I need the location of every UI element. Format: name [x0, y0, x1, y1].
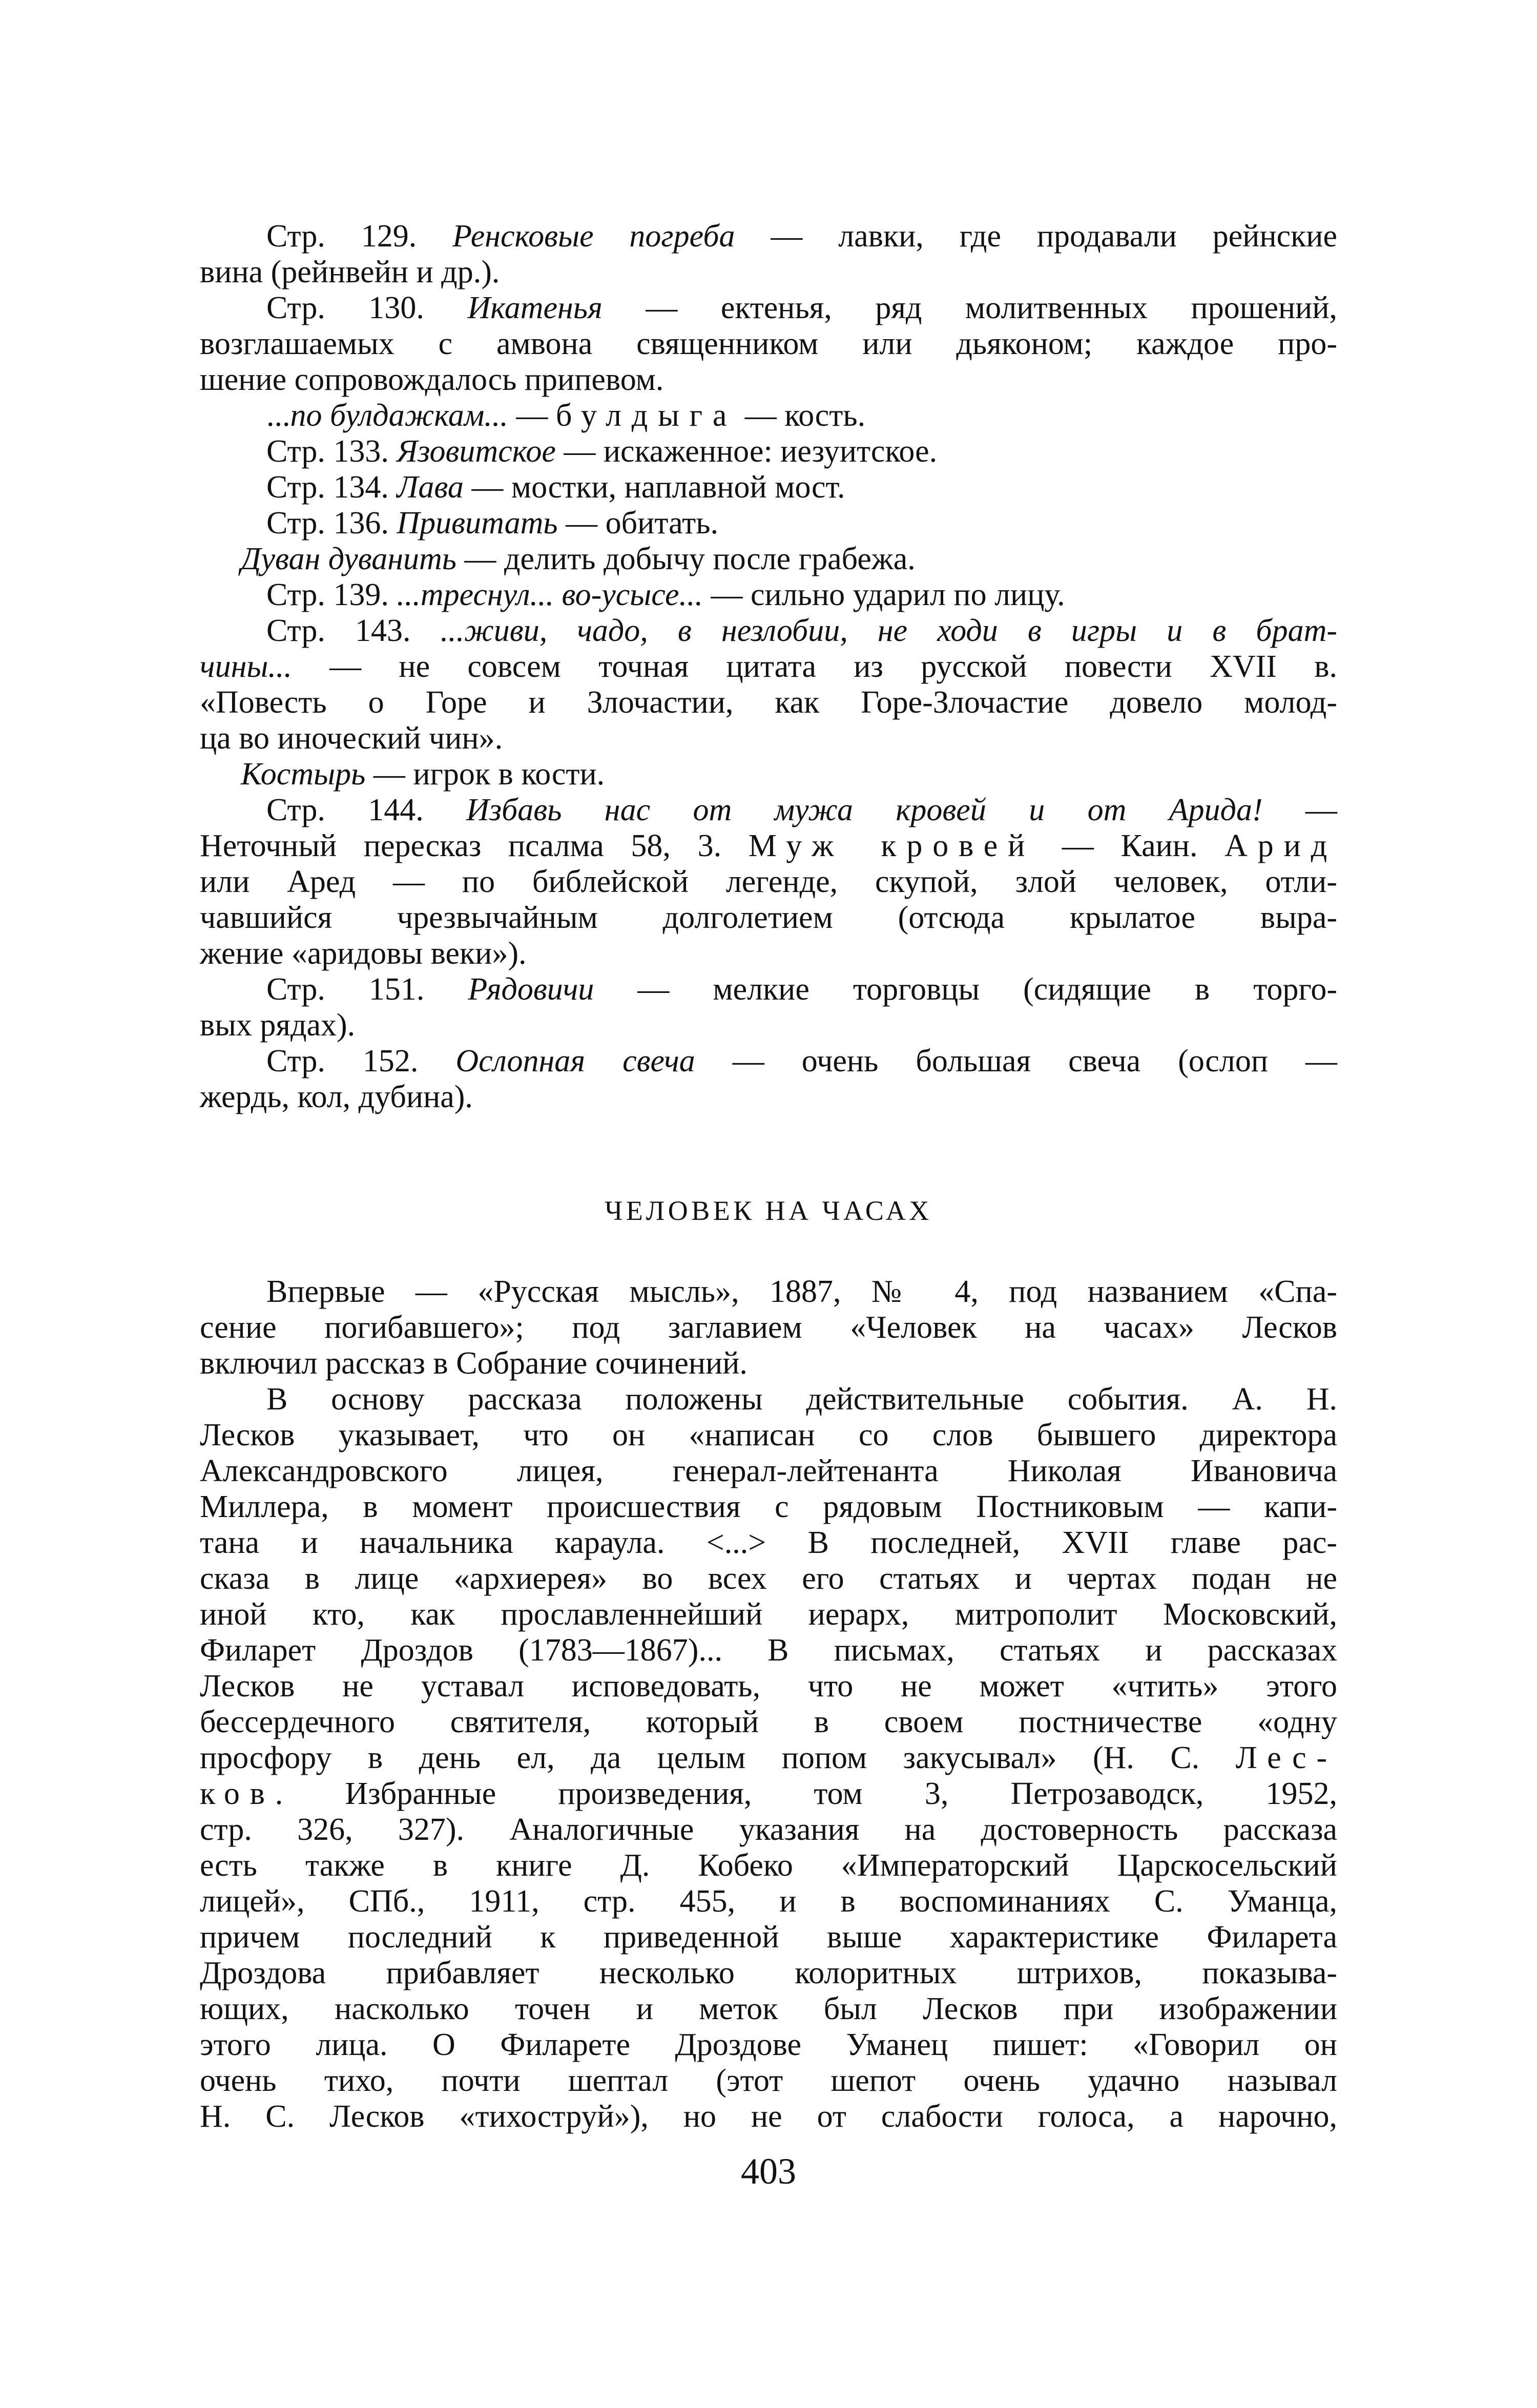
note-line: Неточный пересказ псалма 58, 3. Муж кровей — Каин. Арид	[200, 828, 1337, 863]
body-line: сение погибавшего»; под заглавием «Человек на часах» Лесков	[200, 1310, 1337, 1345]
body-line: ющих, насколько точен и меток был Лесков при изображении	[200, 1991, 1337, 2026]
body-line: иной кто, как прославленнейший иерарх, митрополит Московский,	[200, 1597, 1337, 1632]
note-line: Стр. 143. ...живи, чадо, в незлобии, не ходи в игры и в брат-	[266, 613, 1337, 648]
body-line: есть также в книге Д. Кобеко «Императорский Царскосельский	[200, 1848, 1337, 1883]
body-line: Миллера, в момент происшествия с рядовым Постниковым — капи-	[200, 1489, 1337, 1524]
note-line: шение сопровождалось припевом.	[200, 362, 664, 397]
body-line: Филарет Дроздов (1783—1867)... В письмах, статьях и рассказах	[200, 1633, 1337, 1668]
note-line: Стр. 133. Язовитское — искаженное: иезуитское.	[266, 434, 938, 469]
note-line: возглашаемых с амвона священником или дьяконом; каждое про-	[200, 326, 1337, 361]
note-line: Стр. 136. Привитать — обитать.	[266, 506, 718, 541]
body-line: причем последний к приведенной выше характеристике Филарета	[200, 1920, 1337, 1955]
note-line: чины... — не совсем точная цитата из русской повести XVII в.	[200, 649, 1337, 684]
body-line: Дроздова прибавляет несколько колоритных штрихов, показыва-	[200, 1956, 1337, 1990]
note-line: Стр. 152. Ослопная свеча — очень большая свеча (ослоп —	[266, 1044, 1338, 1078]
note-line: ...по булдажкам... — булдыга — кость.	[266, 398, 866, 433]
note-line: Стр. 130. Икатенья — ектенья, ряд молитвенных прошений,	[266, 290, 1338, 325]
body-line: просфору в день ел, да целым попом закусывал» (Н. С. Лес-	[200, 1740, 1337, 1775]
note-line: Костырь — игрок в кости.	[241, 757, 605, 792]
body-line: лицей», СПб., 1911, стр. 455, и в воспоминаниях С. Уманца,	[200, 1884, 1337, 1919]
body-line: стр. 326, 327). Аналогичные указания на достоверность рассказа	[200, 1812, 1337, 1847]
body-line: этого лица. О Филарете Дроздове Уманец пишет: «Говорил он	[200, 2027, 1337, 2062]
note-line: или Аред — по библейской легенде, скупой, злой человек, отли-	[200, 864, 1337, 899]
note-line: чавшийся чрезвычайным долголетием (отсюда крылатое выра-	[200, 900, 1337, 935]
note-line: жердь, кол, дубина).	[200, 1080, 473, 1114]
body-line: включил рассказ в Собрание сочинений.	[200, 1346, 747, 1381]
body-line: Впервые — «Русская мысль», 1887, № 4, под названием «Спа-	[266, 1274, 1337, 1309]
section-heading: ЧЕЛОВЕК НА ЧАСАХ	[605, 1195, 932, 1226]
body-line: Александровского лицея, генерал-лейтенанта Николая Ивановича	[200, 1454, 1337, 1488]
note-line: Стр. 129. Ренсковые погреба — лавки, где продавали рейнские	[266, 219, 1338, 254]
note-line: вых рядах).	[200, 1008, 356, 1043]
note-line: вина (рейнвейн и др.).	[200, 255, 500, 289]
note-line: Дуван дуванить — делить добычу после грабежа.	[241, 542, 916, 576]
note-line: Стр. 144. Избавь нас от мужа кровей и от Арида! —	[266, 793, 1338, 827]
body-line: ков. Избранные произведения, том 3, Петрозаводск, 1952,	[200, 1776, 1337, 1811]
body-line: очень тихо, почти шептал (этот шепот очень удачно называл	[200, 2063, 1337, 2098]
note-line: Стр. 151. Рядовичи — мелкие торговцы (сидящие в торго-	[266, 972, 1337, 1007]
body-line: тана и начальника караула. <...> В последней, XVII главе рас-	[200, 1525, 1337, 1560]
body-line: Лесков не уставал исповедовать, что не может «чтить» этого	[200, 1669, 1337, 1704]
body-line: Лесков указывает, что он «написан со слов бывшего директора	[200, 1418, 1337, 1452]
body-line: Н. С. Лесков «тихоструй»), но не от слабости голоса, а нарочно,	[200, 2099, 1337, 2134]
note-line: жение «аридовы веки»).	[200, 936, 527, 971]
body-line: сказа в лице «архиерея» во всех его статьях и чертах подан не	[200, 1561, 1337, 1596]
note-line: «Повесть о Горе и Злочастии, как Горе-Злочастие довело молод-	[200, 685, 1337, 720]
body-line: В основу рассказа положены действительные события. А. Н.	[266, 1382, 1337, 1417]
body-line: бессердечного святителя, который в своем постничестве «одну	[200, 1705, 1337, 1739]
note-line: Стр. 134. Лава — мостки, наплавной мост.	[266, 470, 845, 505]
page-number: 403	[741, 2151, 796, 2192]
note-line: Стр. 139. ...треснул... во-усысе... — сильно ударил по лицу.	[266, 577, 1065, 612]
note-line: ца во иноческий чин».	[200, 721, 503, 756]
